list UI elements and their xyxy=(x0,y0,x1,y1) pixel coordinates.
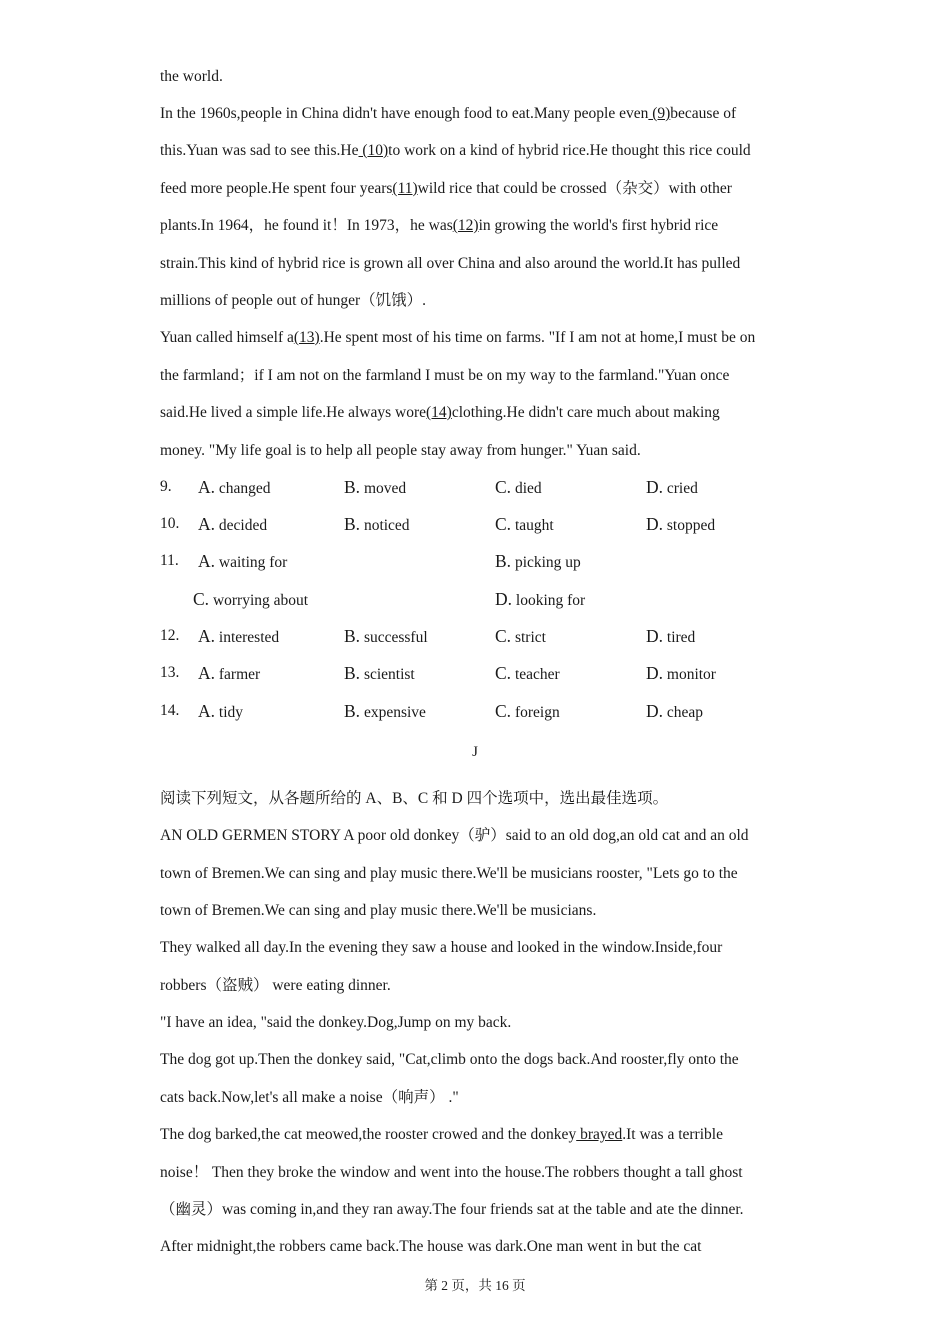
text-run: strain.This kind of hybrid rice is grown all over China and also around the world.It has pulled xyxy=(160,255,741,272)
option-letter: B. xyxy=(344,663,361,683)
option-text: interested xyxy=(218,629,280,646)
passage-line xyxy=(160,67,820,87)
text-run: 阅读下列短文，从各题所给的 A、B、C 和 D 四个选项中，选出最佳选项。 xyxy=(160,790,669,807)
blank-marker: brayed xyxy=(576,1126,623,1143)
text-run: this.Yuan was sad to see this.He xyxy=(160,142,359,159)
option-text: expensive xyxy=(363,704,426,721)
answer-option[interactable] xyxy=(495,476,542,500)
option-letter: C. xyxy=(495,514,512,534)
answer-option[interactable] xyxy=(646,625,695,649)
text-run: in growing the world's first hybrid rice xyxy=(478,217,719,234)
question-number: 14. xyxy=(160,702,180,719)
section-label: J xyxy=(472,744,478,760)
option-text: decided xyxy=(218,517,268,534)
passage-line xyxy=(160,141,820,161)
blank-marker: (12) xyxy=(452,217,479,234)
question-number: 13. xyxy=(160,664,180,681)
answer-option[interactable] xyxy=(344,700,426,724)
option-text: foreign xyxy=(514,704,560,721)
text-run: wild rice that could be crossed（杂交）with other xyxy=(417,180,732,197)
text-run: AN OLD GERMEN STORY A poor old donkey（驴）said to an old dog,an old cat and an old xyxy=(160,827,749,844)
passage-line xyxy=(160,1237,820,1257)
question-row xyxy=(160,662,820,684)
text-run: .He spent most of his time on farms. "If I am not at home,I must be on xyxy=(319,329,756,346)
text-run: because of xyxy=(670,105,737,122)
answer-option[interactable] xyxy=(495,625,546,649)
text-run: town of Bremen.We can sing and play music there.We'll be musicians rooster, "Lets go to the xyxy=(160,865,738,882)
blank-marker: (10) xyxy=(358,142,389,159)
answer-option[interactable] xyxy=(344,662,415,686)
question-row xyxy=(160,513,820,535)
text-run: the world. xyxy=(160,68,223,85)
question-row-continued xyxy=(160,588,820,610)
answer-option[interactable] xyxy=(646,476,698,500)
text-run: robbers（盗贼） were eating dinner. xyxy=(160,977,391,994)
question-number: 11. xyxy=(160,552,179,569)
text-run: to work on a kind of hybrid rice.He thought this rice could xyxy=(388,142,751,159)
answer-option[interactable] xyxy=(198,550,287,574)
answer-option[interactable] xyxy=(198,476,271,500)
option-text: teacher xyxy=(514,666,560,683)
option-letter: A. xyxy=(198,514,216,534)
blank-marker: (11) xyxy=(392,180,418,197)
option-letter: C. xyxy=(193,589,210,609)
answer-option[interactable] xyxy=(495,700,560,724)
question-number: 12. xyxy=(160,627,180,644)
text-run: millions of people out of hunger（饥饿）. xyxy=(160,292,427,309)
option-text: cheap xyxy=(666,704,704,721)
option-letter: B. xyxy=(344,626,361,646)
text-run: The dog barked,the cat meowed,the rooster crowed and the donkey xyxy=(160,1126,577,1143)
answer-option[interactable] xyxy=(193,588,308,612)
question-row xyxy=(160,550,820,572)
text-run: In the 1960s,people in China didn't have enough food to eat.Many people even xyxy=(160,105,649,122)
text-run: noise！ Then they broke the window and went into the house.The robbers thought a tall ghost xyxy=(160,1164,743,1181)
option-letter: A. xyxy=(198,477,216,497)
option-text: waiting for xyxy=(218,554,288,571)
option-text: tired xyxy=(666,629,696,646)
option-letter: D. xyxy=(646,514,664,534)
option-letter: A. xyxy=(198,551,216,571)
text-run: Yuan called himself a xyxy=(160,329,294,346)
answer-option[interactable] xyxy=(495,550,581,574)
passage-line xyxy=(160,901,820,921)
text-run: They walked all day.In the evening they saw a house and looked in the window.Inside,four xyxy=(160,939,723,956)
text-run: money. "My life goal is to help all people stay away from hunger." Yuan said. xyxy=(160,442,641,459)
option-text: died xyxy=(514,480,542,497)
answer-option[interactable] xyxy=(198,513,267,537)
passage-line xyxy=(160,1163,820,1183)
option-text: farmer xyxy=(218,666,261,683)
option-letter: D. xyxy=(646,701,664,721)
option-letter: A. xyxy=(198,701,216,721)
passage-line xyxy=(160,864,820,884)
option-letter: C. xyxy=(495,663,512,683)
answer-option[interactable] xyxy=(198,625,279,649)
text-run: （幽灵）was coming in,and they ran away.The four friends sat at the table and ate the dinner. xyxy=(160,1201,744,1218)
option-text: tidy xyxy=(218,704,244,721)
option-text: looking for xyxy=(515,592,586,609)
passage-line xyxy=(160,104,820,124)
text-run: feed more people.He spent four years xyxy=(160,180,393,197)
option-text: scientist xyxy=(363,666,415,683)
passage-line xyxy=(160,938,820,958)
blank-marker: (9) xyxy=(648,105,671,122)
answer-option[interactable] xyxy=(646,513,715,537)
answer-option[interactable] xyxy=(495,662,560,686)
text-run: After midnight,the robbers came back.The house was dark.One man went in but the cat xyxy=(160,1238,702,1255)
passage-line xyxy=(160,403,820,423)
answer-option[interactable] xyxy=(495,588,585,612)
passage-line xyxy=(160,254,820,274)
option-text: stopped xyxy=(666,517,716,534)
option-text: worrying about xyxy=(212,592,309,609)
option-letter: B. xyxy=(344,477,361,497)
option-text: noticed xyxy=(363,517,410,534)
passage-line xyxy=(160,1088,820,1108)
passage-line xyxy=(160,826,820,846)
option-letter: D. xyxy=(646,663,664,683)
page-footer: 第 2 页，共 16 页 xyxy=(424,1278,526,1293)
option-text: changed xyxy=(218,480,271,497)
option-text: cried xyxy=(666,480,698,497)
option-letter: D. xyxy=(646,626,664,646)
passage-line xyxy=(160,1125,820,1145)
option-text: successful xyxy=(363,629,428,646)
passage-line xyxy=(160,291,820,311)
text-run: town of Bremen.We can sing and play music there.We'll be musicians. xyxy=(160,902,597,919)
option-text: monitor xyxy=(666,666,716,683)
text-run: "I have an idea, "said the donkey.Dog,Jump on my back. xyxy=(160,1014,512,1031)
option-letter: B. xyxy=(344,701,361,721)
option-text: strict xyxy=(514,629,546,646)
answer-option[interactable] xyxy=(344,625,428,649)
passage-line xyxy=(160,328,820,348)
text-run: clothing.He didn't care much about making xyxy=(451,404,720,421)
answer-option[interactable] xyxy=(198,700,243,724)
text-run: plants.In 1964，he found it！In 1973，he was xyxy=(160,217,453,234)
option-letter: C. xyxy=(495,626,512,646)
option-letter: C. xyxy=(495,701,512,721)
question-number: 10. xyxy=(160,515,180,532)
option-letter: A. xyxy=(198,626,216,646)
passage-line xyxy=(160,441,820,461)
text-run: .It was a terrible xyxy=(622,1126,723,1143)
passage-line xyxy=(160,1050,820,1070)
option-text: taught xyxy=(514,517,554,534)
answer-option[interactable] xyxy=(646,700,703,724)
answer-option[interactable] xyxy=(344,513,410,537)
option-letter: B. xyxy=(344,514,361,534)
text-run: the farmland；if I am not on the farmland I must be on my way to the farmland."Yuan once xyxy=(160,367,730,384)
passage-line xyxy=(160,216,820,236)
passage-line xyxy=(160,789,820,809)
question-row xyxy=(160,476,820,498)
passage-line xyxy=(160,179,820,199)
option-letter: D. xyxy=(495,589,513,609)
answer-option[interactable] xyxy=(198,662,260,686)
option-letter: C. xyxy=(495,477,512,497)
option-letter: B. xyxy=(495,551,512,571)
answer-option[interactable] xyxy=(646,662,716,686)
option-text: moved xyxy=(363,480,407,497)
answer-option[interactable] xyxy=(495,513,554,537)
text-run: The dog got up.Then the donkey said, "Cat,climb onto the dogs back.And rooster,fly onto the xyxy=(160,1051,739,1068)
passage-line xyxy=(160,976,820,996)
text-run: said.He lived a simple life.He always wore xyxy=(160,404,426,421)
option-letter: D. xyxy=(646,477,664,497)
question-row xyxy=(160,625,820,647)
passage-line xyxy=(160,1200,820,1220)
option-letter: A. xyxy=(198,663,216,683)
blank-marker: (14) xyxy=(426,404,452,421)
passage-line xyxy=(160,1013,820,1033)
answer-option[interactable] xyxy=(344,476,406,500)
question-row xyxy=(160,700,820,722)
question-number: 9. xyxy=(160,478,172,495)
blank-marker: (13) xyxy=(293,329,320,346)
option-text: picking up xyxy=(514,554,581,571)
text-run: cats back.Now,let's all make a noise（响声） ." xyxy=(160,1089,459,1106)
passage-line xyxy=(160,366,820,386)
